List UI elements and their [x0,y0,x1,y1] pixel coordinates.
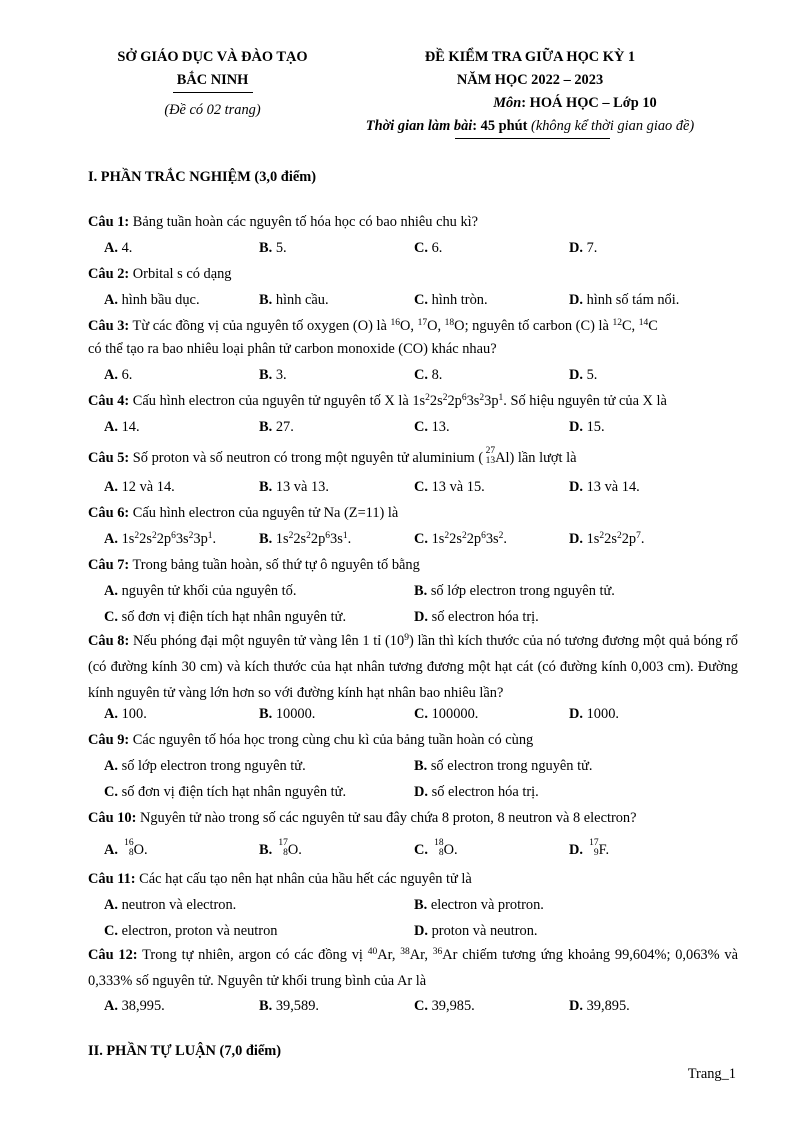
option-c: C. số đơn vị điện tích hạt nhân nguyên tử. [104,784,347,800]
question-12-options [104,995,744,1017]
option-c: C. electron, proton và neutron [104,923,278,939]
question-10-options [104,839,744,861]
subject-line [330,92,730,115]
option-a: A. 12 và 14. [104,479,175,495]
option-c: C. 13. [414,419,450,435]
option-a: A. nguyên tử khối của nguyên tố. [104,583,297,599]
question-8-options [104,703,744,725]
option-c: C. số đơn vị điện tích hạt nhân nguyên tử. [104,609,347,625]
option-d: D. $1s^22s^22p^7$. [569,531,645,547]
option-a: A. hình bầu dục. [104,292,200,308]
question-11-options-row1 [104,894,744,916]
time-value: : 45 phút [472,118,528,134]
question-text: Các nguyên tố hóa học trong cùng chu kì của bảng tuần hoàn có cùng [129,732,534,748]
time-underline [455,138,610,139]
option-d: D. 13 và 14. [569,479,640,495]
question-label: Câu 8: [88,633,130,649]
question-3-options [104,364,744,386]
school-year: NĂM HỌC 2022 – 2023 [456,72,604,88]
option-d: D. 15. [569,419,605,435]
option-b: B. 10000. [259,706,316,722]
option-b: B. hình cầu. [259,292,329,308]
question-label: Câu 4: [88,393,130,409]
option-a: A. 100. [104,706,147,722]
option-a: A. số lớp electron trong nguyên tử. [104,758,306,774]
question-11 [88,868,738,890]
question-label: Câu 1: [88,214,130,230]
option-a: A. 4. [104,240,133,256]
option-a: A. $1s^22s^22p^63s^23p^1$. [104,531,217,547]
question-text: Nguyên tử nào trong số các nguyên tử sau đây chứa 8 proton, 8 neutron và 8 electron? [136,810,637,826]
option-c: C. 8. [414,367,443,383]
section-essay-title: II. PHẦN TỰ LUẬN (7,0 điểm) [88,1043,282,1059]
option-d: D. 7. [569,240,598,256]
option-b: B. 3. [259,367,287,383]
option-c: C. 39,985. [414,998,475,1014]
question-9 [88,729,738,751]
question-4: Câu 4: Cấu hình electron của nguyên tử nguyên tố X là $1s^22s^22p^63s^23p^1$. Số hiệu nguyên tử của X là [88,393,667,409]
question-label: Câu 11: [88,871,136,887]
option-b: B. số electron trong nguyên tử. [414,758,593,774]
time-line [330,115,730,138]
question-9-options-row2 [104,781,744,803]
question-3: Câu 3: Từ các đồng vị của nguyên tố oxygen (O) là $^{16}$O, $^{17}$O, $^{18}$O; nguyên tố carbon (C) là $^{12}$C, $^{14}$C [88,318,658,334]
province-underline [173,92,253,93]
department-name: SỞ GIÁO DỤC VÀ ĐÀO TẠO [117,49,308,65]
option-b: B. 5. [259,240,287,256]
question-5-options [104,476,744,498]
option-b: B. 13 và 13. [259,479,329,495]
question-1 [88,211,738,233]
exam-title: ĐỀ KIỂM TRA GIỮA HỌC KỲ 1 [424,49,636,65]
option-c: C. 100000. [414,706,479,722]
question-label: Câu 3: [88,318,130,334]
question-label: Câu 9: [88,732,130,748]
option-a: A. 16 8 O. [104,838,148,858]
page-number: Trang_1 [687,1066,736,1082]
question-1-options [104,237,744,259]
time-label: Thời gian làm bài [365,118,473,134]
header-right [330,46,730,139]
question-7-options-row1 [104,580,744,602]
question-10 [88,807,738,829]
option-b: B. 17 8 O. [259,838,302,858]
option-b: B. 27. [259,419,294,435]
question-5: Câu 5: Số proton và số neutron có trong một nguyên tử aluminium ( 27 13 Al) lần lượt là [88,446,577,466]
option-c: C. $1s^22s^22p^63s^2$. [414,531,507,547]
option-a: A. 6. [104,367,133,383]
option-d: D. số electron hóa trị. [414,784,539,800]
option-a: A. neutron và electron. [104,897,237,913]
option-d: D. proton và neutron. [414,923,538,939]
option-d: D. 39,895. [569,998,630,1014]
question-label: Câu 10: [88,810,137,826]
question-text: Các hạt cấu tạo nên hạt nhân của hầu hết các nguyên tử là [135,871,472,887]
option-b: B. số lớp electron trong nguyên tử. [414,583,615,599]
page-count-note: (Đề có 02 trang) [164,102,261,118]
option-c: C. 13 và 15. [414,479,485,495]
section-multiple-choice-title: I. PHẦN TRẮC NGHIỆM (3,0 điểm) [88,169,316,185]
question-label: Câu 7: [88,557,130,573]
time-note: (không kể thời gian giao đề) [527,118,695,134]
question-7 [88,554,738,576]
question-11-options-row2 [104,920,744,942]
option-b: B. $1s^22s^22p^63s^1$. [259,531,352,547]
option-d: D. số electron hóa trị. [414,609,539,625]
isotope-al: 27 13 [485,446,496,466]
option-b: B. electron và protron. [414,897,544,913]
header-left [95,46,330,122]
question-3-cont: có thể tạo ra bao nhiêu loại phân tử carbon monoxide (CO) khác nhau? [88,341,497,357]
province-name: BẮC NINH [176,72,249,88]
question-label: Câu 6: [88,505,130,521]
question-7-options-row2 [104,606,744,628]
subject-value: : HOÁ HỌC – Lớp 10 [521,95,657,111]
option-a: A. 14. [104,419,140,435]
option-d: D. hình số tám nổi. [569,292,680,308]
question-9-options-row1 [104,755,744,777]
question-6-options [104,528,744,550]
subject-label: Môn [493,95,522,111]
question-6 [88,502,738,524]
question-12: Câu 12: Trong tự nhiên, argon có các đồng vị $^{40}$Ar, $^{38}$Ar, $^{36}$Ar chiếm tương ứng khoảng 99,604%; 0,063% và 0,333% số nguyên tử. Nguyên tử khối trung bình của Ar là [88,947,738,989]
question-label: Câu 5: [88,450,130,466]
question-label: Câu 12: [88,947,138,963]
question-label: Câu 2: [88,266,130,282]
option-d: D. 17 9 F. [569,838,610,858]
question-2 [88,263,738,285]
option-c: C. 6. [414,240,443,256]
question-4-options [104,416,744,438]
question-text: Orbital s có dạng [129,266,232,282]
option-b: B. 39,589. [259,998,319,1014]
question-8: Câu 8: Nếu phóng đại một nguyên tử vàng lên 1 tỉ $(10^9)$ lần thì kích thước của nó tương đương một quả bóng rổ (có đường kính 30 cm) và kích thước của hạt nhân tương đương một hạt cát (có đường kính 0,003 cm). Đường kính nguyên tử vàng lớn hơn so với đường kính hạt nhân bao nhiêu lần? [88,633,738,701]
question-2-options [104,289,744,311]
option-c: C. 18 8 O. [414,838,458,858]
option-a: A. 38,995. [104,998,165,1014]
question-text: Cấu hình electron của nguyên tử Na (Z=11) là [129,505,399,521]
option-c: C. hình tròn. [414,292,488,308]
option-d: D. 1000. [569,706,619,722]
question-text: Trong bảng tuần hoàn, số thứ tự ô nguyên tố bằng [129,557,420,573]
question-text: Bảng tuần hoàn các nguyên tố hóa học có bao nhiêu chu kì? [129,214,479,230]
option-d: D. 5. [569,367,598,383]
